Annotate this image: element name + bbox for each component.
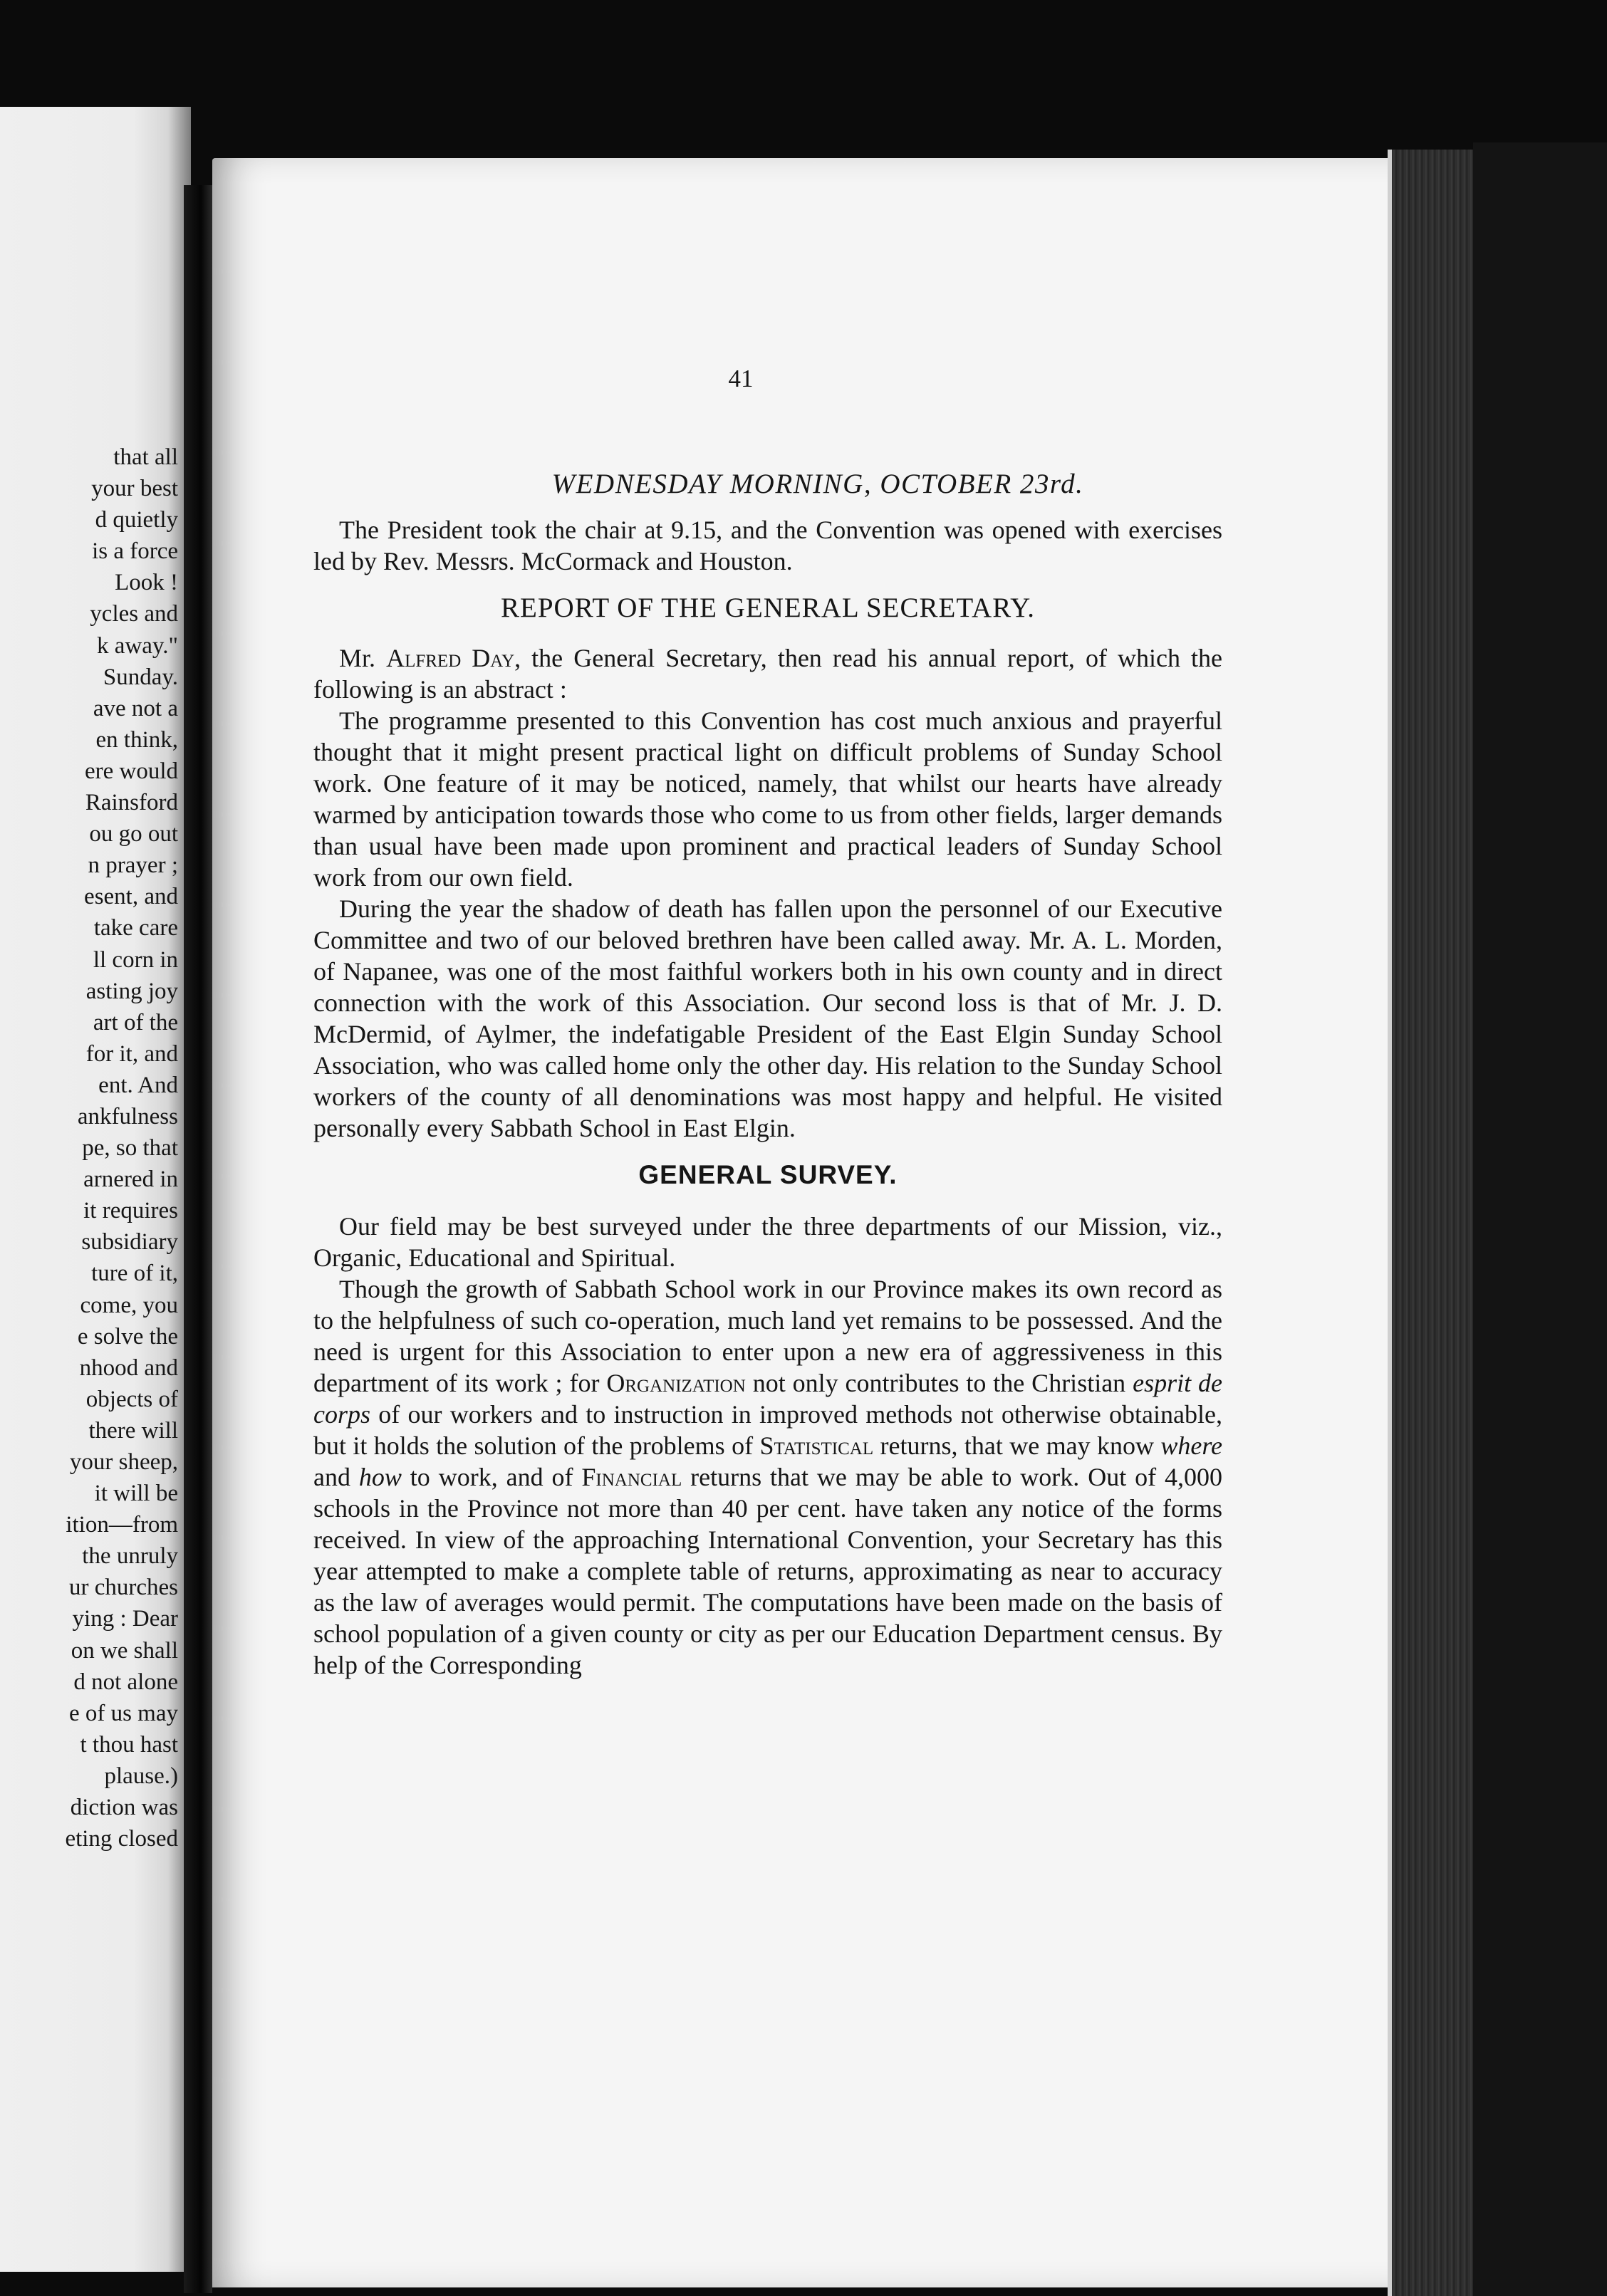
left-page-line: plause.) [104,1763,178,1789]
left-page-line: n prayer ; [88,852,178,879]
left-page-line: it requires [83,1198,178,1224]
left-page-line: ankfulness [77,1103,178,1129]
left-page-line: nhood and [79,1355,178,1381]
left-page-line: objects of [85,1386,178,1412]
left-page-line: ture of it, [91,1261,178,1287]
left-page-line: ycles and [90,601,178,627]
where-term: where [1160,1431,1223,1460]
esprit-term: esprit de corps [313,1369,1222,1429]
left-page-line: that all [113,444,178,470]
left-page-line: subsidiary [81,1229,178,1256]
secretary-name: Alfred Day [386,644,515,672]
page-block-edge [1388,150,1477,2296]
left-page-line: esent, and [84,884,178,910]
report-paragraph-2: During the year the shadow of death has fallen upon the personnel of our Executive Committee and two of our beloved brethren have been called away. Mr. A. L. Morden, of Napanee, was one of the most faithful workers both in his own county and in direct connection with the work of this Association. Our second loss is that of Mr. J. D. McDermid, of Aylmer, the indefatigable President of the East Elgin Sunday School Association, who was called home only the other day. His relation to the Sunday School workers of the county of all denominations was most happy and helpful. He visited personally every Sabbath School in East Elgin. [313,894,1222,1142]
left-page-line: your sheep, [69,1449,178,1475]
left-page-line: e of us may [68,1700,178,1726]
book-gutter [184,185,212,2293]
report-heading: REPORT OF THE GENERAL SECRETARY. [501,593,1035,623]
left-page-line: for it, and [85,1040,178,1067]
left-page-fragment [0,107,191,2272]
left-page-line: e solve the [77,1323,178,1350]
scan-background [1473,142,1607,2296]
left-page-line: ou go out [89,821,178,847]
financial-term: Financial [581,1463,682,1491]
left-page-line: ition—from [66,1512,178,1538]
opening-paragraph: The President took the chair at 9.15, and the Convention was opened with exercises led by Rev. Messrs. McCormack and Houston. [313,516,1222,575]
left-page-line: take care [93,915,178,941]
survey-paragraph-2: Though the growth of Sabbath School work in our Province makes its own record as to the helpfulness of such co-operation, much land yet remains to be possessed. And the need is urgent for this Association to enter upon a new era of aggressiveness in this department of its work ; for Organization not only contributes to the Christian esprit de corps of our workers and to instruction in improved methods not otherwise obtainable, but it holds the solution of the problems of Statistical returns, that we may know where and how to work, and of Financial returns that we may be able to work. Out of 4,000 schools in the Province not more than 40 per cent. have taken any notice of the forms received. In view of the approaching International Convention, your Secretary has this year attempted to make a complete table of returns, approximating as near to accuracy as the law of averages would permit. The computations have been made on the basis of school population of a given county or city as per our Education Department census. By help of the Corresponding [313,1275,1223,1679]
left-page-line: the unruly [82,1543,178,1570]
left-page-text [0,442,178,1854]
left-page-line: en think, [95,726,178,753]
left-page-line: pe, so that [82,1135,178,1162]
left-page-line: arnered in [83,1167,178,1193]
left-page-line: it will be [94,1481,178,1507]
left-page-line: ent. And [98,1072,178,1098]
left-page-line: is a force [92,538,178,565]
left-page-line: on we shall [71,1637,178,1664]
left-page-line: asting joy [85,978,178,1004]
left-page-line: k away." [97,632,178,659]
left-page-line: ere would [84,758,178,784]
organization-term: Organization [606,1369,746,1397]
left-page-line: Look ! [115,570,178,596]
left-page-line: d not alone [73,1669,178,1695]
left-page-line: ll corn in [93,946,178,973]
left-page-line: come, you [80,1292,178,1318]
statistical-term: Statistical [759,1431,874,1460]
left-page-line: ur churches [68,1575,178,1601]
left-page-line: ying : Dear [72,1606,178,1632]
left-page-line: there will [88,1417,178,1444]
left-page-line: d quietly [95,507,178,533]
survey-heading: GENERAL SURVEY. [638,1160,898,1189]
left-page-line: diction was [70,1795,178,1821]
left-page-line: ave not a [93,695,178,721]
page-number: 41 [728,365,754,392]
left-page-line: your best [91,476,178,502]
page-content [313,456,1222,1681]
how-term: how [358,1463,402,1491]
left-page-line: art of the [93,1009,178,1035]
report-paragraph-1: The programme presented to this Convention has cost much anxious and prayerful thought that it might present practical light on difficult problems of Sunday School work. One feature of it may be noticed, namely, that whilst our hearts have already warmed by anticipation towards those who come to us from other fields, larger demands than usual have been made upon prominent and practical leaders of Sunday School work from our own field. [313,706,1222,892]
report-intro-paragraph: Mr. Alfred Day, the General Secretary, then read his annual report, of which the following is an abstract : [313,644,1223,704]
left-page-line: eting closed [65,1826,178,1852]
day-heading: WEDNESDAY MORNING, OCTOBER 23rd. [551,469,1084,499]
left-page-line: Rainsford [85,790,178,816]
survey-paragraph-1: Our field may be best surveyed under the three departments of our Mission, viz., Organic, Educational and Spiritual. [313,1212,1222,1272]
left-page-line: t thou hast [80,1731,178,1758]
left-page-line: Sunday. [103,664,178,690]
